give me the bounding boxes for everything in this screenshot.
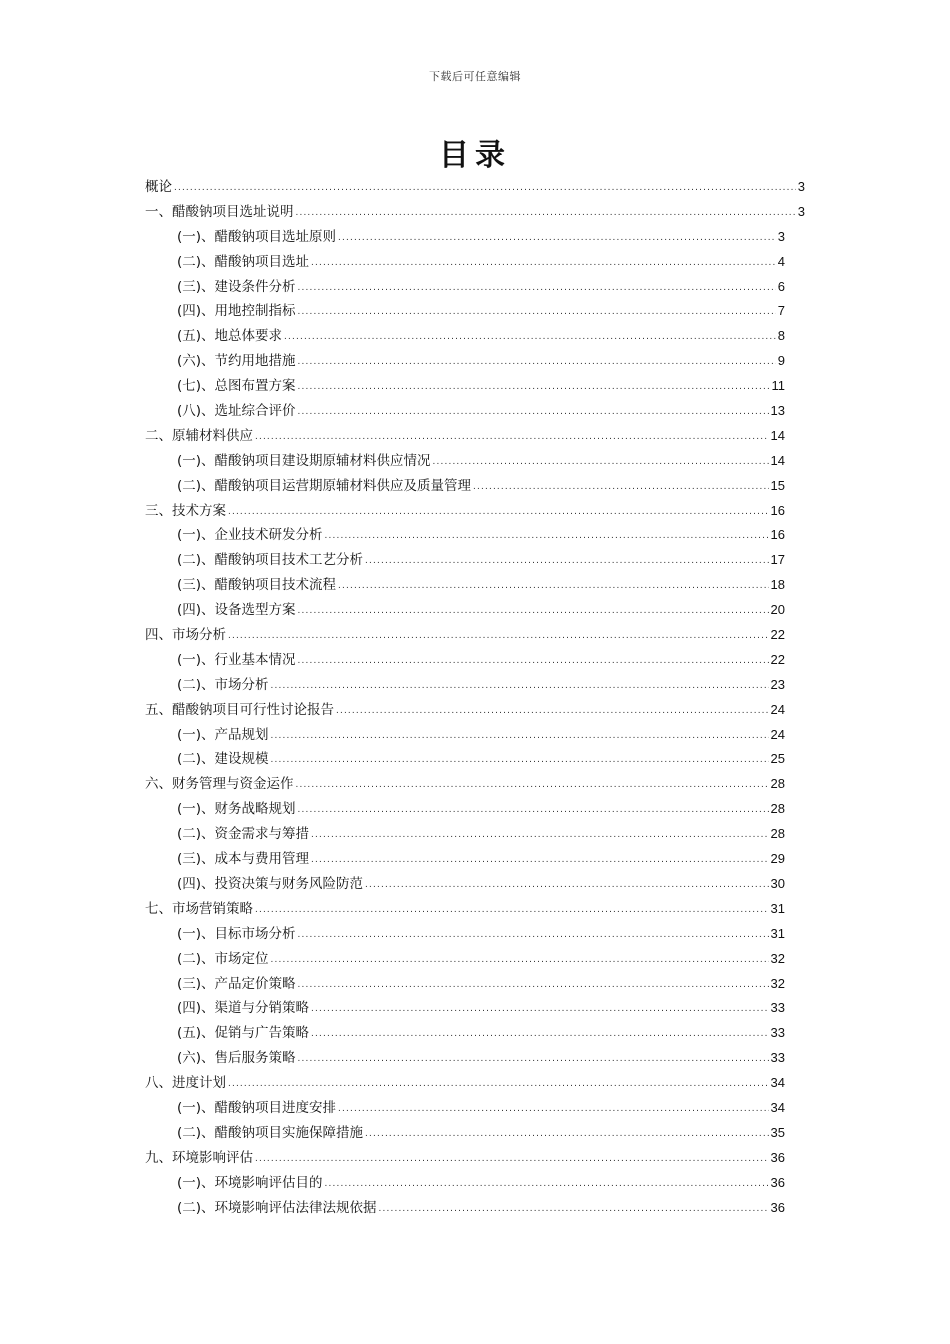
- toc-entry-label: (五)、地总体要求: [177, 328, 283, 345]
- toc-entry-page-number: 28: [770, 826, 785, 842]
- toc-entry-page-number: 31: [770, 925, 785, 941]
- toc-entry-page-number: 32: [770, 950, 785, 966]
- toc-entry-page-number: 3: [797, 179, 805, 194]
- toc-entry-label: 八、进度计划: [145, 1075, 226, 1092]
- toc-section-entry[interactable]: [145, 1121, 805, 1146]
- toc-entry-page-number: 36: [770, 1174, 785, 1190]
- toc-section-entry[interactable]: [145, 225, 805, 250]
- toc-entry-page-number: 33: [770, 1025, 785, 1041]
- toc-entry-page-number: 35: [770, 1124, 785, 1140]
- toc-entry-label: (一)、醋酸钠项目选址原则: [177, 228, 337, 245]
- toc-dot-leader: [311, 251, 776, 276]
- toc-entry-page-number: 34: [770, 1099, 785, 1115]
- toc-dot-leader: [271, 674, 769, 699]
- toc-entry-label: (四)、设备选型方案: [177, 602, 296, 619]
- toc-entry-label: (二)、建设规模: [177, 751, 269, 768]
- toc-entry-label: (三)、建设条件分析: [177, 278, 296, 295]
- toc-entry-label: (四)、渠道与分销策略: [177, 1000, 310, 1017]
- toc-chapter-entry[interactable]: [145, 175, 805, 200]
- page-header-note: 下载后可任意编辑: [429, 70, 521, 83]
- toc-dot-leader: [298, 300, 776, 325]
- toc-entry-page-number: 17: [770, 552, 785, 568]
- toc-entry-page-number: 33: [770, 1000, 785, 1016]
- toc-dot-leader: [298, 375, 770, 400]
- toc-dot-leader: [298, 400, 769, 425]
- table-of-contents: [145, 175, 805, 1220]
- toc-dot-leader: [338, 574, 768, 599]
- toc-dot-leader: [271, 748, 769, 773]
- toc-section-entry[interactable]: [145, 374, 805, 399]
- toc-entry-label: (一)、财务战略规划: [177, 801, 296, 818]
- toc-entry-label: 五、醋酸钠项目可行性讨论报告: [145, 701, 334, 718]
- toc-entry-label: (六)、节约用地措施: [177, 353, 296, 370]
- toc-chapter-entry[interactable]: [145, 772, 805, 797]
- toc-chapter-entry[interactable]: [145, 499, 805, 524]
- toc-dot-leader: [311, 823, 768, 848]
- toc-entry-page-number: 18: [770, 577, 785, 593]
- toc-dot-leader: [336, 699, 769, 724]
- toc-dot-leader: [271, 948, 769, 973]
- toc-dot-leader: [325, 1172, 769, 1197]
- toc-section-entry[interactable]: [145, 872, 805, 897]
- toc-chapter-entry[interactable]: [145, 1071, 805, 1096]
- toc-entry-label: (四)、投资决策与财务风险防范: [177, 875, 364, 892]
- toc-dot-leader: [365, 1122, 768, 1147]
- toc-section-entry[interactable]: [145, 747, 805, 772]
- toc-section-entry[interactable]: [145, 299, 805, 324]
- toc-section-entry[interactable]: [145, 847, 805, 872]
- toc-entry-page-number: 36: [770, 1199, 785, 1215]
- toc-dot-leader: [379, 1197, 769, 1222]
- toc-entry-label: 一、醋酸钠项目选址说明: [145, 203, 294, 220]
- toc-entry-label: 六、财务管理与资金运作: [145, 776, 294, 793]
- toc-section-entry[interactable]: [145, 996, 805, 1021]
- toc-entry-page-number: 20: [770, 602, 785, 618]
- toc-entry-page-number: 16: [770, 502, 785, 518]
- toc-entry-label: (六)、售后服务策略: [177, 1050, 296, 1067]
- toc-chapter-entry[interactable]: [145, 200, 805, 225]
- toc-dot-leader: [255, 425, 769, 450]
- toc-dot-leader: [298, 649, 769, 674]
- toc-entry-label: (一)、环境影响评估目的: [177, 1174, 323, 1191]
- toc-entry-page-number: 32: [770, 975, 785, 991]
- toc-entry-page-number: 14: [770, 427, 785, 443]
- toc-dot-leader: [473, 475, 768, 500]
- toc-dot-leader: [298, 350, 776, 375]
- toc-section-entry[interactable]: [145, 1021, 805, 1046]
- toc-dot-leader: [338, 226, 776, 251]
- toc-entry-label: (二)、环境影响评估法律法规依据: [177, 1199, 377, 1216]
- toc-dot-leader: [228, 624, 769, 649]
- toc-dot-leader: [298, 973, 769, 998]
- toc-entry-page-number: 4: [777, 253, 785, 269]
- toc-entry-label: (五)、促销与广告策略: [177, 1025, 310, 1042]
- toc-entry-page-number: 34: [770, 1075, 785, 1091]
- toc-entry-page-number: 13: [770, 403, 785, 419]
- toc-entry-label: (二)、市场定位: [177, 950, 269, 967]
- toc-entry-page-number: 8: [777, 328, 785, 344]
- toc-chapter-entry[interactable]: [145, 897, 805, 922]
- toc-entry-page-number: 3: [777, 228, 785, 244]
- toc-section-entry[interactable]: [145, 573, 805, 598]
- toc-entry-page-number: 7: [777, 303, 785, 319]
- toc-entry-label: 七、市场营销策略: [145, 900, 253, 917]
- toc-entry-page-number: 16: [770, 527, 785, 543]
- toc-section-entry[interactable]: [145, 797, 805, 822]
- toc-section-entry[interactable]: [145, 922, 805, 947]
- toc-dot-leader: [311, 997, 768, 1022]
- toc-section-entry[interactable]: [145, 723, 805, 748]
- toc-dot-leader: [365, 549, 768, 574]
- toc-entry-page-number: 24: [770, 726, 785, 742]
- toc-dot-leader: [325, 524, 769, 549]
- toc-entry-page-number: 31: [770, 900, 785, 916]
- toc-entry-page-number: 6: [777, 278, 785, 294]
- toc-entry-label: 概论: [145, 179, 172, 195]
- toc-dot-leader: [228, 500, 769, 525]
- toc-section-entry[interactable]: [145, 1046, 805, 1071]
- toc-section-entry[interactable]: [145, 324, 805, 349]
- toc-entry-label: (二)、醋酸钠项目技术工艺分析: [177, 552, 364, 569]
- toc-section-entry[interactable]: [145, 1196, 805, 1221]
- toc-dot-leader: [433, 450, 769, 475]
- toc-chapter-entry[interactable]: [145, 1146, 805, 1171]
- toc-entry-page-number: 22: [770, 627, 785, 643]
- toc-entry-page-number: 15: [770, 477, 785, 493]
- toc-dot-leader: [298, 923, 769, 948]
- toc-section-entry[interactable]: [145, 250, 805, 275]
- toc-section-entry[interactable]: [145, 275, 805, 300]
- toc-entry-page-number: 28: [770, 776, 785, 792]
- toc-section-entry[interactable]: [145, 1096, 805, 1121]
- toc-entry-page-number: 28: [770, 801, 785, 817]
- toc-entry-label: (一)、产品规划: [177, 726, 269, 743]
- toc-section-entry[interactable]: [145, 947, 805, 972]
- toc-dot-leader: [311, 1022, 768, 1047]
- toc-entry-page-number: 33: [770, 1050, 785, 1066]
- toc-section-entry[interactable]: [145, 399, 805, 424]
- toc-entry-label: (一)、企业技术研发分析: [177, 527, 323, 544]
- toc-dot-leader: [255, 1147, 769, 1172]
- toc-entry-label: (二)、醋酸钠项目实施保障措施: [177, 1124, 364, 1141]
- toc-dot-leader: [271, 724, 769, 749]
- toc-entry-label: (三)、成本与费用管理: [177, 851, 310, 868]
- toc-dot-leader: [298, 798, 769, 823]
- toc-entry-page-number: 30: [770, 875, 785, 891]
- toc-section-entry[interactable]: [145, 474, 805, 499]
- toc-dot-leader: [296, 201, 796, 226]
- toc-dot-leader: [298, 599, 769, 624]
- toc-entry-page-number: 36: [770, 1149, 785, 1165]
- toc-chapter-entry[interactable]: [145, 698, 805, 723]
- toc-section-entry[interactable]: [145, 548, 805, 573]
- toc-entry-page-number: 3: [797, 203, 805, 219]
- toc-entry-label: 九、环境影响评估: [145, 1149, 253, 1166]
- toc-entry-label: (一)、醋酸钠项目进度安排: [177, 1099, 337, 1116]
- toc-dot-leader: [311, 848, 768, 873]
- toc-entry-label: (二)、市场分析: [177, 676, 269, 693]
- toc-chapter-entry[interactable]: [145, 623, 805, 648]
- toc-entry-label: (二)、醋酸钠项目运营期原辅材料供应及质量管理: [177, 477, 472, 494]
- toc-entry-page-number: 23: [770, 676, 785, 692]
- toc-dot-leader: [228, 1072, 769, 1097]
- toc-dot-leader: [296, 773, 769, 798]
- toc-entry-label: 三、技术方案: [145, 502, 226, 519]
- toc-entry-page-number: 9: [777, 353, 785, 369]
- toc-dot-leader: [365, 873, 768, 898]
- toc-section-entry[interactable]: [145, 648, 805, 673]
- toc-entry-label: (三)、产品定价策略: [177, 975, 296, 992]
- toc-section-entry[interactable]: [145, 673, 805, 698]
- toc-section-entry[interactable]: [145, 449, 805, 474]
- toc-entry-label: (二)、资金需求与筹措: [177, 826, 310, 843]
- toc-entry-label: (二)、醋酸钠项目选址: [177, 253, 310, 270]
- toc-entry-page-number: 22: [770, 651, 785, 667]
- toc-title: 目录: [439, 138, 511, 173]
- toc-entry-page-number: 29: [770, 851, 785, 867]
- toc-dot-leader: [255, 898, 769, 923]
- toc-dot-leader: [338, 1097, 768, 1122]
- toc-section-entry[interactable]: [145, 1171, 805, 1196]
- toc-section-entry[interactable]: [145, 972, 805, 997]
- toc-entry-label: 二、原辅材料供应: [145, 427, 253, 444]
- toc-dot-leader: [298, 276, 776, 301]
- toc-entry-label: (七)、总图布置方案: [177, 378, 296, 395]
- toc-entry-label: (一)、目标市场分析: [177, 925, 296, 942]
- toc-entry-label: (三)、醋酸钠项目技术流程: [177, 577, 337, 594]
- toc-entry-page-number: 14: [770, 452, 785, 468]
- toc-entry-label: (一)、行业基本情况: [177, 651, 296, 668]
- toc-section-entry[interactable]: [145, 598, 805, 623]
- toc-section-entry[interactable]: [145, 822, 805, 847]
- toc-entry-page-number: 11: [771, 378, 785, 394]
- toc-entry-page-number: 24: [770, 701, 785, 717]
- toc-dot-leader: [174, 176, 796, 201]
- toc-entry-label: (一)、醋酸钠项目建设期原辅材料供应情况: [177, 452, 431, 469]
- toc-entry-label: 四、市场分析: [145, 627, 226, 644]
- toc-section-entry[interactable]: [145, 349, 805, 374]
- toc-dot-leader: [298, 1047, 769, 1072]
- toc-entry-label: (四)、用地控制指标: [177, 303, 296, 320]
- toc-dot-leader: [284, 325, 776, 350]
- toc-entry-label: (八)、选址综合评价: [177, 403, 296, 420]
- toc-entry-page-number: 25: [770, 751, 785, 767]
- toc-chapter-entry[interactable]: [145, 424, 805, 449]
- toc-section-entry[interactable]: [145, 523, 805, 548]
